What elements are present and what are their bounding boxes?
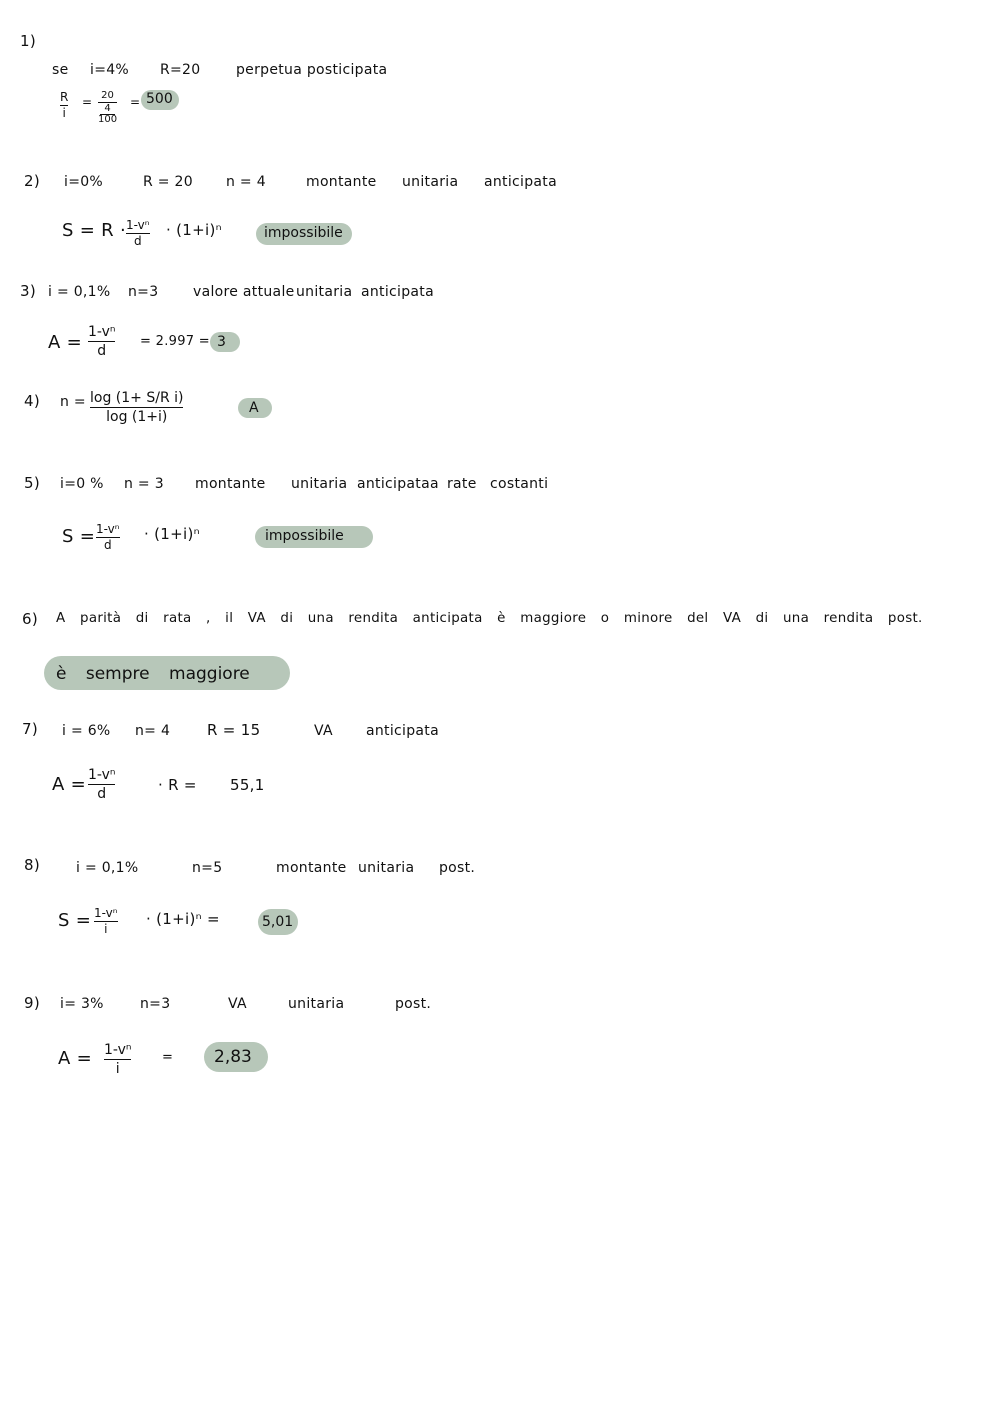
q1-description: perpetua posticipata — [236, 62, 388, 78]
q6-answer: è sempre maggiore — [56, 664, 250, 684]
q2-periods: n = 4 — [226, 174, 266, 190]
q5-rate: i=0 % — [60, 476, 104, 492]
q8-formula-right: · (1+i)ⁿ = — [146, 910, 220, 928]
q2-rate: i=0% — [64, 174, 104, 190]
q4-formula-left: n = — [60, 394, 86, 410]
q8-desc-montante: montante — [276, 860, 347, 876]
q9-desc-unitaria: unitaria — [288, 996, 345, 1012]
q5-frac-num: 1-vⁿ — [96, 522, 120, 536]
q5-formula-left: S = — [62, 526, 96, 547]
q7-desc-va: VA — [314, 723, 333, 739]
q5-formula-right: · (1+i)ⁿ — [144, 525, 200, 543]
q5-desc-rate: rate — [447, 476, 477, 492]
q3-rate: i = 0,1% — [48, 284, 111, 300]
q8-periods: n=5 — [192, 860, 223, 876]
q6-number: 6) — [22, 610, 38, 628]
q7-desc-anticipata: anticipata — [366, 723, 439, 739]
q7-installment: R = 15 — [207, 721, 261, 739]
q1-frac1-num: R — [60, 90, 69, 104]
q8-frac-num: 1-vⁿ — [94, 906, 118, 920]
q8-desc-unitaria: unitaria — [358, 860, 415, 876]
q9-desc-va: VA — [228, 996, 247, 1012]
q2-answer: impossibile — [264, 225, 343, 241]
q5-desc-a: a — [430, 476, 439, 492]
q9-frac-num: 1-vⁿ — [104, 1042, 132, 1058]
q5-frac-den: d — [103, 538, 112, 552]
q2-frac-num: 1-vⁿ — [126, 218, 150, 232]
q3-formula-right: = 2.997 = — [140, 334, 210, 349]
q2-number: 2) — [24, 172, 40, 190]
q4-frac-num: log (1+ S/R i) — [90, 390, 184, 406]
q4-frac-den: log (1+i) — [106, 409, 168, 425]
q7-frac-num: 1-vⁿ — [88, 767, 116, 783]
q7-rate: i = 6% — [62, 723, 111, 739]
q1-frac2-den-den: 100 — [98, 114, 118, 125]
q5-fraction — [96, 523, 120, 552]
q5-desc-montante: montante — [195, 476, 266, 492]
q1-equals: = — [82, 95, 93, 109]
q3-answer: 3 — [217, 334, 226, 350]
q8-frac-den: i — [104, 922, 108, 936]
q5-answer: impossibile — [265, 528, 344, 544]
q7-number: 7) — [22, 720, 38, 738]
q3-desc-unitaria: unitaria — [296, 284, 353, 300]
q3-frac-num: 1-vⁿ — [88, 324, 116, 340]
q1-frac2-num: 20 — [101, 90, 114, 101]
q5-number: 5) — [24, 474, 40, 492]
q8-number: 8) — [24, 856, 40, 874]
q2-frac-den: d — [133, 234, 142, 248]
q3-desc-anticipata: anticipata — [361, 284, 434, 300]
q5-periods: n = 3 — [124, 476, 164, 492]
q9-rate: i= 3% — [60, 996, 104, 1012]
q3-frac-den: d — [97, 343, 107, 359]
q9-frac-den: i — [115, 1061, 120, 1077]
q2-desc-unitaria: unitaria — [402, 174, 459, 190]
q9-number: 9) — [24, 994, 40, 1012]
q1-equals-2: = — [130, 95, 141, 109]
q9-formula-right: = — [162, 1050, 174, 1065]
q3-fraction — [88, 324, 115, 359]
q9-periods: n=3 — [140, 996, 171, 1012]
q8-desc-post: post. — [439, 860, 476, 876]
q3-periods: n=3 — [128, 284, 159, 300]
q7-answer: 55,1 — [230, 776, 265, 794]
q3-formula-left: A = — [48, 332, 83, 353]
q1-answer: 500 — [146, 91, 173, 107]
q2-formula-left: S = R · — [62, 220, 127, 241]
q6-question: A parità di rata , il VA di una rendita anticipata è maggiore o minore del VA di una rendita post. — [56, 611, 923, 626]
q8-rate: i = 0,1% — [76, 860, 139, 876]
q1-se: se — [52, 62, 69, 78]
q2-fraction — [126, 219, 150, 248]
q3-number: 3) — [20, 282, 36, 300]
q4-number: 4) — [24, 392, 40, 410]
q9-answer: 2,83 — [214, 1047, 252, 1067]
q2-desc-anticipata: anticipata — [484, 174, 557, 190]
q1-frac2-den-num: 4 — [104, 103, 111, 114]
q8-fraction — [94, 907, 118, 936]
q7-periods: n= 4 — [135, 723, 171, 739]
q5-desc-anticipata: anticipata — [357, 476, 430, 492]
q5-desc-unitaria: unitaria — [291, 476, 348, 492]
q9-desc-post: post. — [395, 996, 432, 1012]
q1-fraction-r-over-i — [60, 91, 68, 120]
q1-installment: R=20 — [160, 62, 201, 78]
q9-formula-left: A = — [58, 1048, 93, 1069]
q7-fraction — [88, 767, 115, 802]
q8-answer: 5,01 — [262, 914, 294, 930]
q2-formula-right: · (1+i)ⁿ — [166, 221, 222, 239]
q1-fraction-20-over-4-100 — [98, 91, 117, 125]
q7-formula-left: A = — [52, 774, 87, 795]
q7-frac-den: d — [97, 786, 107, 802]
q3-desc-valore-attuale: valore attuale — [193, 284, 295, 300]
q1-rate: i=4% — [90, 62, 130, 78]
q2-desc-montante: montante — [306, 174, 377, 190]
q4-fraction — [90, 390, 183, 425]
q8-formula-left: S = — [58, 910, 92, 931]
q5-desc-costanti: costanti — [490, 476, 549, 492]
q7-formula-right: · R = — [158, 776, 197, 794]
q1-frac1-den: i — [62, 106, 66, 120]
q2-installment: R = 20 — [143, 174, 193, 190]
q1-number: 1) — [20, 32, 36, 50]
q9-fraction — [104, 1042, 131, 1077]
q4-answer: A — [249, 400, 259, 416]
